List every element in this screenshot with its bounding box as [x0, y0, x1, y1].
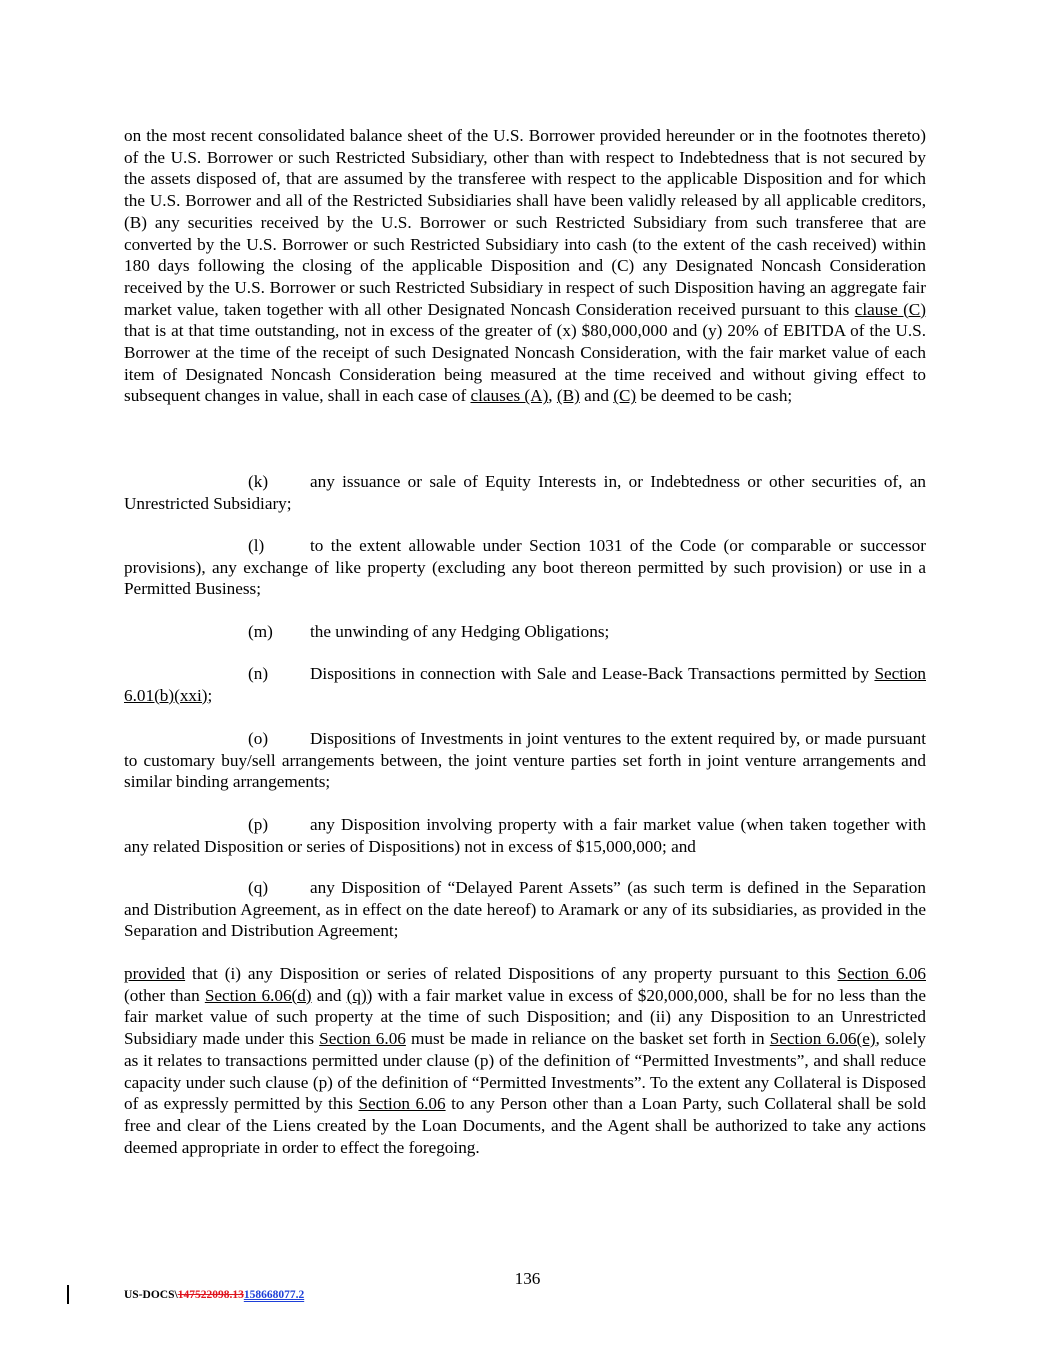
- paragraph-m: [124, 621, 926, 643]
- section-reference: (q): [346, 985, 367, 1005]
- clause-b-reference: (B): [556, 386, 580, 406]
- clause-label: (l): [248, 536, 265, 555]
- paragraph-p: [124, 814, 926, 857]
- proviso-paragraph: [124, 963, 926, 1158]
- paragraph-text: ,: [548, 386, 557, 406]
- paragraph-o: [124, 728, 926, 793]
- clause-label: (m): [248, 622, 273, 641]
- paragraph-text: any Disposition of “Delayed Parent Assets” (as such term is defined in the Separation and Distribution Agreement, as in effect on the date hereof) to Aramark or any of its subsidiaries, as provided in the Separation and Distribution Agreement;: [124, 878, 926, 941]
- paragraph-text: , solely as it relates to transactions permitted under clause (p) of the definition of “Permitted Investments”, and shall reduce capacity under such clause (p) of the definition of “Permitted Investments”. To the extent any Collateral is Disposed of as expressly permitted by this: [124, 1029, 927, 1114]
- inserted-doc-number: 158668077.2: [243, 1289, 305, 1301]
- paragraph-n: [124, 663, 926, 706]
- clauses-a-reference: clauses (A): [470, 386, 549, 406]
- clause-label: (p): [248, 815, 269, 834]
- paragraph-l: [124, 535, 926, 600]
- paragraph-j-continuation: [124, 125, 926, 407]
- clause-label: (q): [248, 878, 269, 897]
- paragraph-text: and: [311, 985, 347, 1005]
- paragraph-text: any issuance or sale of Equity Interests in, or Indebtedness or other securities of, an Unrestricted Subsidiary;: [124, 472, 926, 513]
- paragraph-text: ;: [207, 685, 213, 705]
- clause-label: (o): [248, 729, 269, 748]
- footer-prefix: US-DOCS\: [124, 1289, 178, 1301]
- clause-c-reference: clause (C): [854, 299, 926, 319]
- provided-term: provided: [124, 964, 186, 983]
- document-id-footer: [124, 1288, 304, 1302]
- paragraph-text: that (i) any Disposition or series of related Dispositions of any property pursuant to this: [185, 964, 838, 983]
- paragraph-text: to any Person other than a Loan Party, such Collateral shall be sold free and clear of the Liens created by the Loan Documents, and the Agent shall be authorized to take any actions deemed appropriate in order to effect the foregoing.: [124, 1094, 927, 1157]
- paragraph-k: [124, 471, 926, 514]
- deleted-doc-number: 147522098.13: [177, 1289, 244, 1301]
- section-reference: Section 6.06: [319, 1029, 406, 1049]
- paragraph-q: [124, 877, 926, 942]
- paragraph-text: to the extent allowable under Section 1031 of the Code (or comparable or successor provisions), any exchange of like property (excluding any boot thereon permitted by such provision) or use in a Permitted Business;: [124, 536, 926, 599]
- section-reference: Section 6.06: [837, 964, 926, 983]
- paragraph-text: Dispositions of Investments in joint ventures to the extent required by, or made pursuant to customary buy/sell arrangements between, the joint venture parties set forth in joint venture arrangements and similar binding arrangements;: [124, 729, 926, 792]
- paragraph-text: and: [579, 386, 614, 406]
- section-reference: Section 6.01(b)(xxi): [124, 664, 926, 705]
- paragraph-text: ) with a fair market value in excess of $20,000,000, shall be for no less than the fair market value of such property at the time of such Disposition; and (ii) any Disposition to an Unrestricted Subsidiary made under this: [124, 985, 926, 1049]
- paragraph-text: the unwinding of any Hedging Obligations;: [310, 622, 610, 641]
- paragraph-text: (other than: [124, 985, 205, 1005]
- change-bar: [67, 1285, 69, 1304]
- clause-c-short-reference: (C): [613, 386, 637, 406]
- paragraph-text: must be made in reliance on the basket set forth in: [405, 1029, 770, 1049]
- paragraph-text: any Disposition involving property with a fair market value (when taken together with any related Disposition or series of Dispositions) not in excess of $15,000,000; and: [124, 815, 926, 856]
- section-reference: Section 6.06(e): [769, 1029, 876, 1049]
- paragraph-text: be deemed to be cash;: [636, 386, 793, 406]
- section-reference: Section 6.06: [358, 1094, 446, 1114]
- paragraph-text: on the most recent consolidated balance sheet of the U.S. Borrower provided hereunder or in the footnotes thereto) of the U.S. Borrower or such Restricted Subsidiary, other than with respect to Indebtedness that is not secured by the assets disposed of, that are assumed by the transferee with respect to the applicable Disposition and for which the U.S. Borrower and all of the Restricted Subsidiaries shall have been validly released by all applicable creditors, (B) any securities received by the U.S. Borrower or such Restricted Subsidiary from such transferee that are converted by the U.S. Borrower or such Restricted Subsidiary into cash (to the extent of the cash received) within 180 days following the closing of the applicable Disposition and (C) any Designated Noncash Consideration received by the U.S. Borrower or such Restricted Subsidiary in respect of such Disposition having an aggregate fair market value, taken together with all other Designated Noncash Consideration received pursuant to this: [124, 126, 926, 319]
- section-reference: Section 6.06(d): [204, 985, 312, 1005]
- clause-label: (k): [248, 472, 269, 491]
- page-number: 136: [514, 1269, 541, 1288]
- clause-label: (n): [248, 664, 269, 683]
- paragraph-text: Dispositions in connection with Sale and Lease-Back Transactions permitted by: [310, 664, 875, 683]
- paragraph-text: that is at that time outstanding, not in excess of the greater of (x) $80,000,000 and (y) 20% of EBITDA of the U.S. Borrower at the time of the receipt of such Designated Noncash Consideration, with the fair market value of each item of Designated Noncash Consideration being measured at the time received and without giving effect to subsequent changes in value, shall in each case of: [124, 321, 926, 406]
